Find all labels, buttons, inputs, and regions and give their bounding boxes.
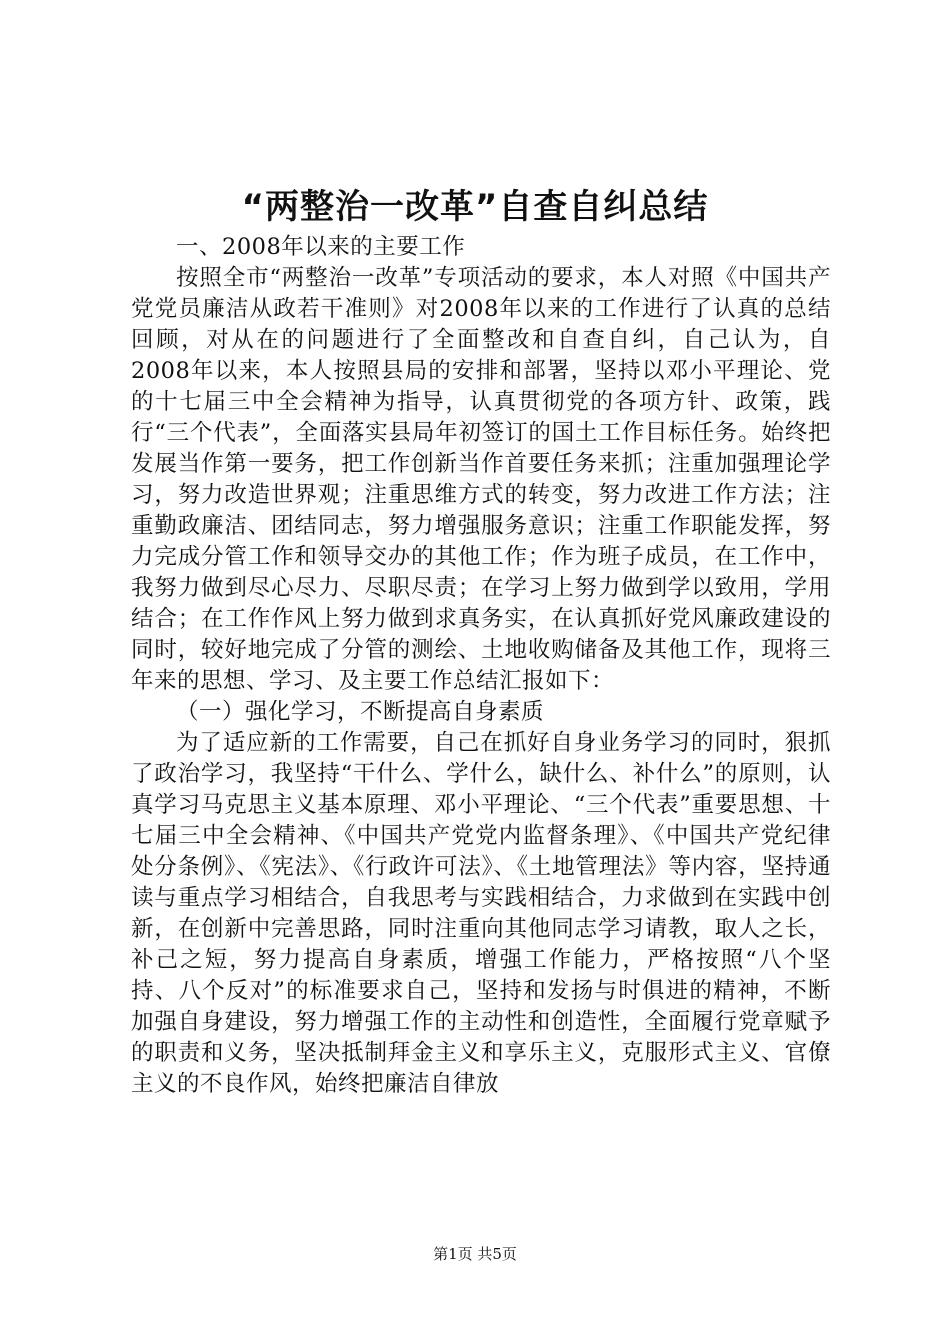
body-paragraph: 按照全市“两整治一改革”专项活动的要求，本人对照《中国共产党党员廉洁从政若干准则》对2008年以来的工作进行了认真的总结回顾，对从在的问题进行了全面整改和自查自纠，自己认为，自2008年以来，本人按照县局的安排和部署，坚持以邓小平理论、党的十七届三中全会精神为指导，认真贯彻党的各项方针、政策，践行“三个代表”，全面落实县局年初签订的国土工作目标任务。始终把发展当作第一要务，把工作创新当作首要任务来抓；注重加强理论学习，努力改造世界观；注重思维方式的转变，努力改进工作方法；注重勤政廉洁、团结同志，努力增强服务意识；注重工作职能发挥，努力完成分管工作和领导交办的其他工作；作为班子成员，在工作中，我努力做到尽心尽力、尽职尽责；在学习上努力做到学以致用，学用结合；在工作作风上努力做到求真务实，在认真抓好党风廉政建设的同时，较好地完成了分管的测绘、土地收购储备及其他工作，现将三年来的思想、学习、及主要工作总结汇报如下：	[131, 265, 831, 694]
section-heading: 一、2008年以来的主要工作	[176, 234, 466, 260]
document-body	[131, 232, 831, 1100]
subsection-heading: （一）强化学习，不断提高自身素质	[176, 699, 545, 725]
page-footer: 第1页 共5页	[433, 1245, 517, 1263]
document-title: “两整治一改革”自查自纠总结	[241, 187, 709, 227]
body-paragraph: 为了适应新的工作需要，自己在抓好自身业务学习的同时，狠抓了政治学习，我坚持“干什么、学什么，缺什么、补什么”的原则，认真学习马克思主义基本原理、邓小平理论、“三个代表”重要思想、十七届三中全会精神、《中国共产党党内监督条理》、《中国共产党纪律处分条例》、《宪法》、《行政许可法》、《土地管理法》等内容，坚持通读与重点学习相结合，自我思考与实践相结合，力求做到在实践中创新，在创新中完善思路，同时注重向其他同志学习请教，取人之长，补己之短，努力提高自身素质，增强工作能力，严格按照“八个坚持、八个反对”的标准要求自己，坚持和发扬与时俱进的精神，不断加强自身建设，努力增强工作的主动性和创造性，全面履行党章赋予的职责和义务，坚决抵制拜金主义和享乐主义，克服形式主义、官僚主义的不良作风，始终把廉洁自律放	[131, 730, 831, 1097]
